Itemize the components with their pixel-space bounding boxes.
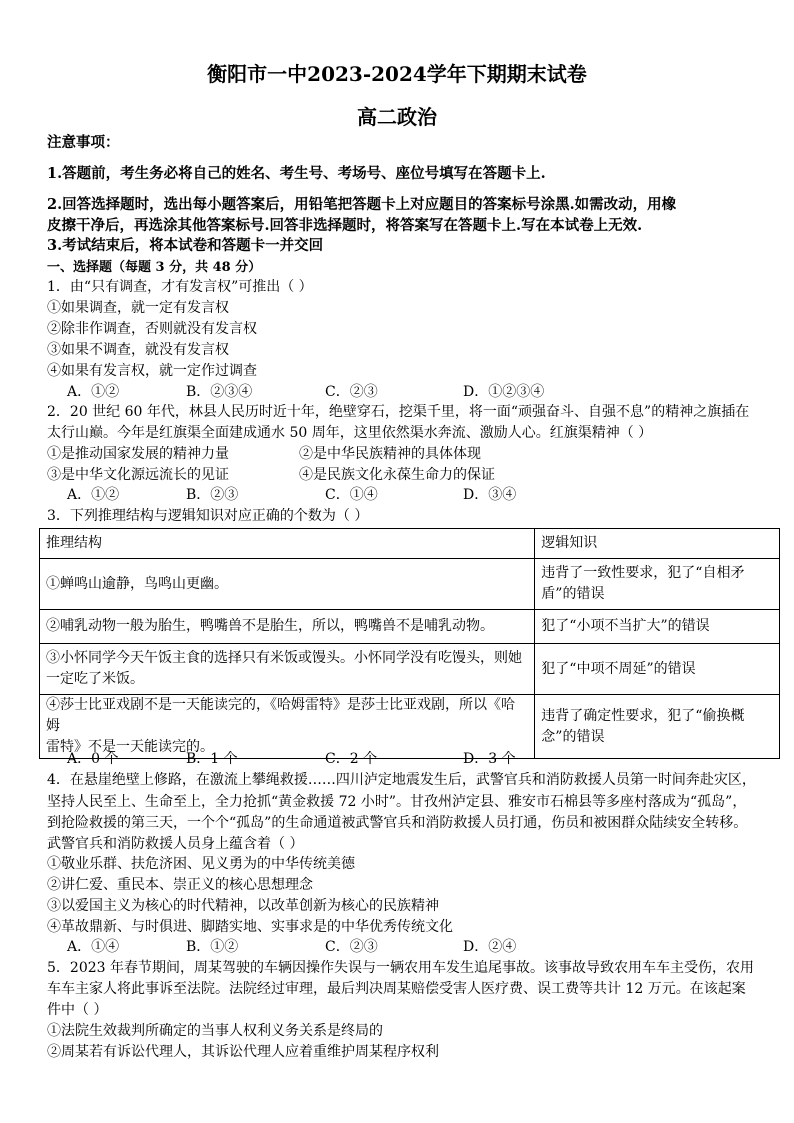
q4-statement-3: ③以爱国主义为核心的时代精神，以改革创新为核心的民族精神 (47, 898, 439, 914)
q1-statement-3: ③如果不调查，就没有发言权 (47, 342, 229, 358)
row-3-knowledge (535, 644, 780, 695)
note-3: 3.考试结束后，将本试卷和答题卡一并交回 (47, 237, 324, 254)
q2-statement-3: ③是中华文化源远流长的见证 (47, 467, 229, 483)
q5-stem-line-3: 件中（ ） (47, 1002, 108, 1018)
q4-stem-line-4: 武警官兵和消防救援人员身上蕴含着（ ） (47, 836, 304, 852)
q5-stem-line-1: 5．2023 年春节期间，周某驾驶的车辆因操作失误与一辆农用车发生追尾事故。该事故导致农用车车主受伤，农用 (47, 960, 754, 976)
row-2-structure-text: ②哺乳动物一般为胎生，鸭嘴兽不是胎生，所以，鸭嘴兽不是哺乳动物。 (46, 618, 494, 634)
row-4-structure-line-2: 雷特》不是一天能读完的。 (46, 739, 214, 755)
q2-option-b: B．②③ (186, 487, 239, 503)
logic-table (39, 528, 780, 759)
row-4-knowledge (535, 695, 780, 759)
q2-option-c: C．①④ (325, 487, 378, 503)
q1-statement-1: ①如果调查，就一定有发言权 (47, 300, 229, 316)
q2-option-a: A．①② (67, 487, 120, 503)
row-2-knowledge (535, 610, 780, 644)
q2-statement-2: ②是中华民族精神的具体体现 (299, 446, 481, 462)
q1-stem: 1．由“只有调查，才有发言权”可推出（ ） (47, 279, 313, 295)
q4-option-c: C．②③ (325, 939, 378, 955)
q4-option-d: D．②④ (463, 939, 517, 955)
q4-stem-line-3: 到抢险救援的第三天，一个个“孤岛”的生命通道被武警官兵和消防救援人员打通，伤员和被困群众陆续安全转移。 (47, 815, 748, 831)
notes-heading: 注意事项： (47, 134, 120, 151)
q2-statement-4: ④是民族文化永葆生命力的保证 (299, 467, 495, 483)
row-3-structure (40, 644, 535, 695)
row-1-structure-text: ①蝉鸣山逾静，鸟鸣山更幽。 (46, 575, 228, 592)
q1-option-b: B．②③④ (186, 384, 253, 400)
row-4-structure-line-1: ④莎士比亚戏剧不是一天能读完的，《哈姆雷特》是莎士比亚戏剧，所以《哈姆 (46, 697, 515, 734)
q4-option-a: A．①④ (67, 939, 120, 955)
q3-option-c: C．2 个 (325, 751, 378, 767)
note-2-line-1: 2.回答选择题时，选出每小题答案后，用铅笔把答题卡上对应题目的答案标号涂黑.如需改动，用橡 (47, 196, 677, 213)
exam-title: 衡阳市一中2023-2024学年下期期末试卷 (207, 62, 587, 86)
row-2-structure (40, 610, 535, 644)
row-3-structure-line-1: ③小怀同学今天午饭主食的选择只有米饭或馒头。小怀同学没有吃馒头，则她 (46, 650, 522, 666)
row-4-knowledge-line-2: 念”的错误 (541, 728, 605, 745)
table-header-structure: 推理结构 (40, 529, 535, 559)
q2-stem-line-2: 太行山巅。今年是红旗渠全面建成通水 50 周年，这里依然渠水奔流、激励人心。红旗渠精神（ ） (47, 425, 653, 441)
q2-statement-1: ①是推动国家发展的精神力量 (47, 446, 229, 462)
q5-statement-1: ①法院生效裁判所确定的当事人权利义务关系是终局的 (47, 1023, 383, 1039)
row-1-knowledge-line-2: 盾”的错误 (541, 586, 605, 602)
row-1-structure (40, 559, 535, 610)
note-2-line-2: 皮擦干净后，再选涂其他答案标号.回答非选择题时，将答案写在答题卡上.写在本试卷上无效. (47, 217, 643, 234)
q1-statement-4: ④如果有发言权，就一定作过调查 (47, 363, 257, 379)
q4-stem-line-2: 坚持人民至上、生命至上，全力抢抓“黄金救援 72 小时”。甘孜州泸定县、雅安市石棉县等多座村落成为“孤岛”， (47, 794, 747, 810)
row-4-knowledge-line-1: 违背了确定性要求，犯了“偷换概 (541, 707, 745, 724)
q3-option-a: A．0 个 (67, 751, 119, 767)
table-row (40, 695, 780, 759)
q4-statement-1: ①敬业乐群、扶危济困、见义勇为的中华传统美德 (47, 856, 355, 872)
q3-option-b: B．1 个 (186, 751, 238, 767)
q4-statement-2: ②讲仁爱、重民本、崇正义的核心思想理念 (47, 877, 313, 893)
q3-stem: 3．下列推理结构与逻辑知识对应正确的个数为（ ） (47, 508, 369, 524)
q5-statement-2: ②周某若有诉讼代理人，其诉讼代理人应着重维护周某程序权利 (47, 1044, 439, 1060)
note-1: 1.答题前，考生务必将自己的姓名、考生号、考场号、座位号填写在答题卡上. (47, 165, 546, 182)
row-2-knowledge-text: 犯了“小项不当扩大”的错误 (541, 618, 710, 634)
q5-stem-line-2: 车车主家人将此事诉至法院。法院经过审理，最后判决周某赔偿受害人医疗费、误工费等共计 12 万元。在该起案 (47, 981, 746, 997)
table-row (40, 644, 780, 695)
row-3-structure-line-2: 一定吃了米饭。 (46, 671, 144, 687)
table-header-knowledge: 逻辑知识 (535, 529, 780, 559)
q4-option-b: B．①② (186, 939, 239, 955)
q4-stem-line-1: 4．在悬崖绝壁上修路，在激流上攀绳救援……四川泸定地震发生后，武警官兵和消防救援人员第一时间奔赴灾区， (47, 772, 756, 788)
exam-subject: 高二政治 (357, 105, 437, 129)
q2-option-d: D．③④ (463, 487, 517, 503)
table-row (40, 559, 780, 610)
q1-option-d: D．①②③④ (463, 384, 545, 400)
row-1-knowledge (535, 559, 780, 610)
q1-statement-2: ②除非作调查，否则就没有发言权 (47, 321, 257, 337)
q2-stem-line-1: 2．20 世纪 60 年代，林县人民历时近十年，绝壁穿石，挖渠千里，将一面“顽强奋斗、自强不息”的精神之旗插在 (47, 404, 750, 420)
q4-statement-4: ④革故鼎新、与时俱进、脚踏实地、实事求是的中华优秀传统文化 (47, 919, 453, 935)
row-3-knowledge-text: 犯了“中项不周延”的错误 (541, 660, 696, 677)
table-header-row (40, 529, 780, 559)
row-1-knowledge-line-1: 违背了一致性要求，犯了“自相矛 (541, 565, 745, 581)
q1-option-a: A．①② (67, 384, 120, 400)
q1-option-c: C．②③ (325, 384, 378, 400)
section-heading: 一、选择题（每题 3 分，共 48 分） (47, 260, 262, 275)
table-row (40, 610, 780, 644)
q3-option-d: D．3 个 (463, 751, 516, 767)
